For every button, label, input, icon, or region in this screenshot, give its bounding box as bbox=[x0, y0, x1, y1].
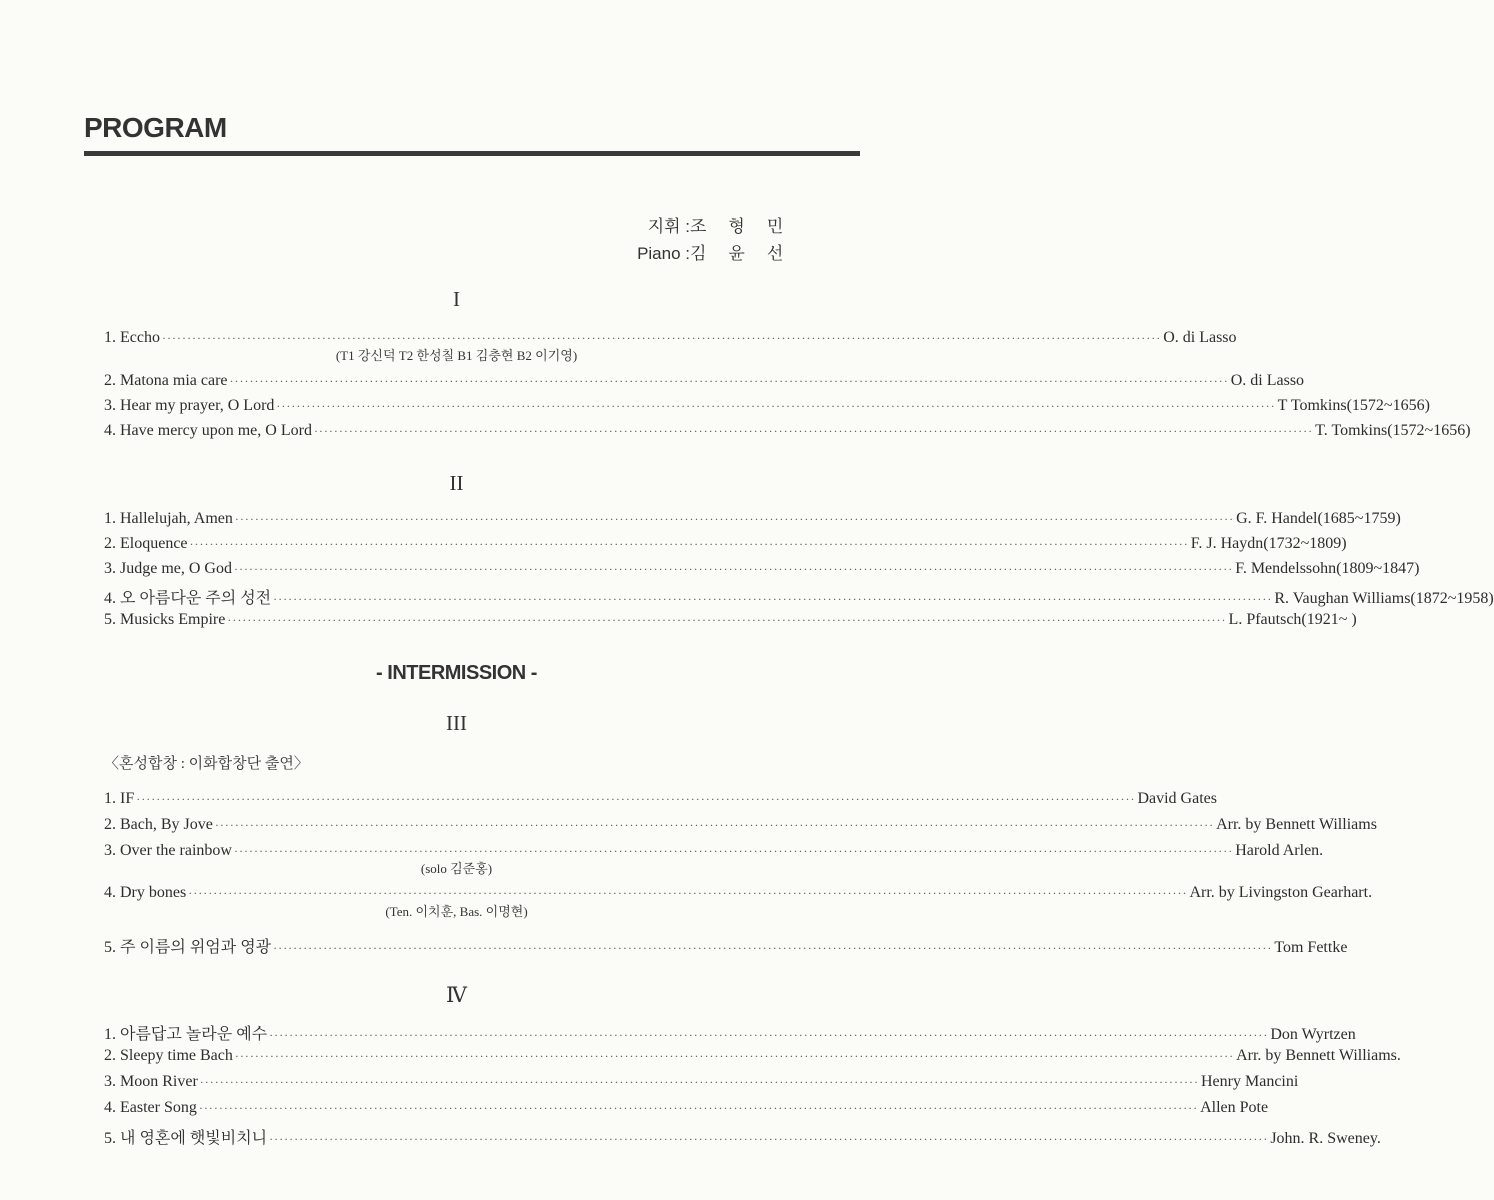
item-composer: Don Wyrtzen bbox=[1270, 1026, 1356, 1043]
program-item bbox=[104, 372, 1305, 396]
item-composer: Arr. by Livingston Gearhart. bbox=[1189, 884, 1373, 901]
item-composer: F. Mendelssohn(1809~1847) bbox=[1235, 560, 1420, 577]
item-composer: F. J. Haydn(1732~1809) bbox=[1190, 535, 1347, 552]
item-number: 5. bbox=[104, 939, 120, 956]
item-number: 1. bbox=[104, 329, 120, 346]
dot-leader: ········································································································································································································ bbox=[136, 792, 1136, 806]
program-item bbox=[104, 790, 1217, 814]
dot-leader: ········································································································································································································ bbox=[189, 537, 1189, 551]
item-note: (Ten. 이치훈, Bas. 이명현) bbox=[385, 904, 528, 919]
item-composer: Tom Fettke bbox=[1274, 939, 1348, 956]
item-composer: Arr. by Bennett Williams bbox=[1216, 816, 1377, 833]
item-title: Moon River bbox=[120, 1073, 198, 1090]
item-composer: O. di Lasso bbox=[1230, 372, 1305, 389]
page-title: PROGRAM bbox=[84, 112, 227, 143]
item-composer: David Gates bbox=[1137, 790, 1217, 807]
item-composer: R. Vaughan Williams(1872~1958) bbox=[1274, 590, 1494, 607]
section-numeral-1: I bbox=[453, 287, 460, 311]
item-number: 4. bbox=[104, 590, 120, 607]
program-item bbox=[104, 560, 1420, 584]
program-item bbox=[104, 816, 1377, 840]
dot-leader: ········································································································································································································ bbox=[273, 941, 1273, 955]
item-title: 주 이름의 위엄과 영광 bbox=[120, 939, 272, 956]
item-number: 2. bbox=[104, 535, 120, 552]
item-composer: John. R. Sweney. bbox=[1270, 1130, 1381, 1147]
item-title: Musicks Empire bbox=[120, 611, 226, 628]
item-composer: Henry Mancini bbox=[1201, 1073, 1299, 1090]
dot-leader: ········································································································································································································ bbox=[227, 613, 1227, 627]
dot-leader: ········································································································································································································ bbox=[229, 374, 1229, 388]
section-numeral-3: III bbox=[446, 711, 467, 735]
item-number: 1. bbox=[104, 510, 120, 527]
item-title: Dry bones bbox=[120, 884, 187, 901]
credit-piano bbox=[637, 240, 810, 267]
dot-leader: ········································································································································································································ bbox=[269, 1132, 1269, 1146]
dot-leader: ········································································································································································································ bbox=[234, 1049, 1235, 1063]
dot-leader: ········································································································································································································ bbox=[233, 562, 1234, 576]
item-composer: T. Tomkins(1572~1656) bbox=[1315, 422, 1471, 439]
item-composer: Harold Arlen. bbox=[1235, 842, 1324, 859]
item-composer: Arr. by Bennett Williams. bbox=[1236, 1047, 1401, 1064]
credit-role: 지휘 : bbox=[647, 217, 690, 236]
program-item bbox=[104, 585, 1494, 609]
program-item bbox=[104, 510, 1401, 534]
credit-role: Piano : bbox=[637, 244, 690, 263]
section-numeral-2: II bbox=[449, 471, 464, 495]
dot-leader: ········································································································································································································ bbox=[276, 399, 1276, 413]
item-composer: T Tomkins(1572~1656) bbox=[1277, 397, 1430, 414]
item-title: 오 아름다운 주의 성전 bbox=[120, 590, 272, 607]
program-item bbox=[104, 535, 1347, 559]
credit-name: 조형민 bbox=[690, 217, 806, 236]
item-note: (solo 김준홍) bbox=[420, 861, 493, 876]
item-title: 아름답고 놀라운 예수 bbox=[120, 1026, 268, 1043]
item-title: Eloquence bbox=[120, 535, 188, 552]
item-title: Easter Song bbox=[120, 1099, 197, 1116]
program-item bbox=[104, 934, 1348, 958]
item-composer: O. di Lasso bbox=[1163, 329, 1237, 346]
item-number: 1. bbox=[104, 1026, 120, 1043]
item-number: 3. bbox=[104, 842, 120, 859]
item-composer: G. F. Handel(1685~1759) bbox=[1236, 510, 1401, 527]
item-composer: Allen Pote bbox=[1200, 1099, 1269, 1116]
item-title: Hear my prayer, O Lord bbox=[120, 397, 275, 414]
dot-leader: ········································································································································································································ bbox=[313, 424, 1314, 438]
dot-leader: ········································································································································································································ bbox=[273, 592, 1273, 606]
credit-name: 김윤선 bbox=[690, 244, 806, 263]
intermission-heading: - INTERMISSION - bbox=[376, 662, 537, 684]
item-number: 1. bbox=[104, 790, 120, 807]
item-number: 2. bbox=[104, 816, 120, 833]
item-number: 4. bbox=[104, 1099, 120, 1116]
item-number: 3. bbox=[104, 560, 120, 577]
program-item bbox=[104, 1099, 1269, 1123]
item-note: (T1 강신덕 T2 한성칠 B1 김충현 B2 이기영) bbox=[335, 348, 578, 363]
item-number: 2. bbox=[104, 372, 120, 389]
item-title: Over the rainbow bbox=[120, 842, 232, 859]
item-number: 3. bbox=[104, 1073, 120, 1090]
program-item bbox=[104, 397, 1430, 421]
dot-leader: ········································································································································································································ bbox=[188, 886, 1188, 900]
program-item bbox=[104, 1021, 1356, 1045]
title-rule bbox=[84, 151, 860, 156]
program-item bbox=[104, 1125, 1381, 1149]
item-title: Matona mia care bbox=[120, 372, 228, 389]
program-item bbox=[104, 1073, 1299, 1097]
program-item bbox=[104, 422, 1471, 446]
item-title: Have mercy upon me, O Lord bbox=[120, 422, 312, 439]
dot-leader: ········································································································································································································ bbox=[269, 1028, 1269, 1042]
item-title: Hallelujah, Amen bbox=[120, 510, 233, 527]
item-composer: L. Pfautsch(1921~ ) bbox=[1228, 611, 1357, 628]
item-title: Judge me, O God bbox=[120, 560, 232, 577]
section-numeral-4: Ⅳ bbox=[446, 983, 467, 1007]
dot-leader: ········································································································································································································ bbox=[198, 1101, 1199, 1115]
item-title: Sleepy time Bach bbox=[120, 1047, 233, 1064]
dot-leader: ········································································································································································································ bbox=[234, 512, 1235, 526]
item-number: 2. bbox=[104, 1047, 120, 1064]
section-note: 〈혼성합창 : 이화합창단 출연〉 bbox=[104, 756, 309, 772]
dot-leader: ········································································································································································································ bbox=[161, 331, 1162, 345]
item-title: IF bbox=[120, 790, 135, 807]
item-number: 4. bbox=[104, 422, 120, 439]
item-title: Eccho bbox=[120, 329, 160, 346]
dot-leader: ········································································································································································································ bbox=[214, 818, 1215, 832]
credit-conductor bbox=[637, 213, 810, 240]
dot-leader: ········································································································································································································ bbox=[233, 844, 1234, 858]
item-number: 5. bbox=[104, 611, 120, 628]
item-title: 내 영혼에 햇빛비치니 bbox=[120, 1130, 268, 1147]
item-title: Bach, By Jove bbox=[120, 816, 213, 833]
item-number: 3. bbox=[104, 397, 120, 414]
item-number: 4. bbox=[104, 884, 120, 901]
program-item bbox=[104, 1047, 1401, 1071]
item-number: 5. bbox=[104, 1130, 120, 1147]
program-item bbox=[104, 611, 1357, 635]
credits bbox=[637, 213, 810, 267]
dot-leader: ········································································································································································································ bbox=[199, 1075, 1199, 1089]
